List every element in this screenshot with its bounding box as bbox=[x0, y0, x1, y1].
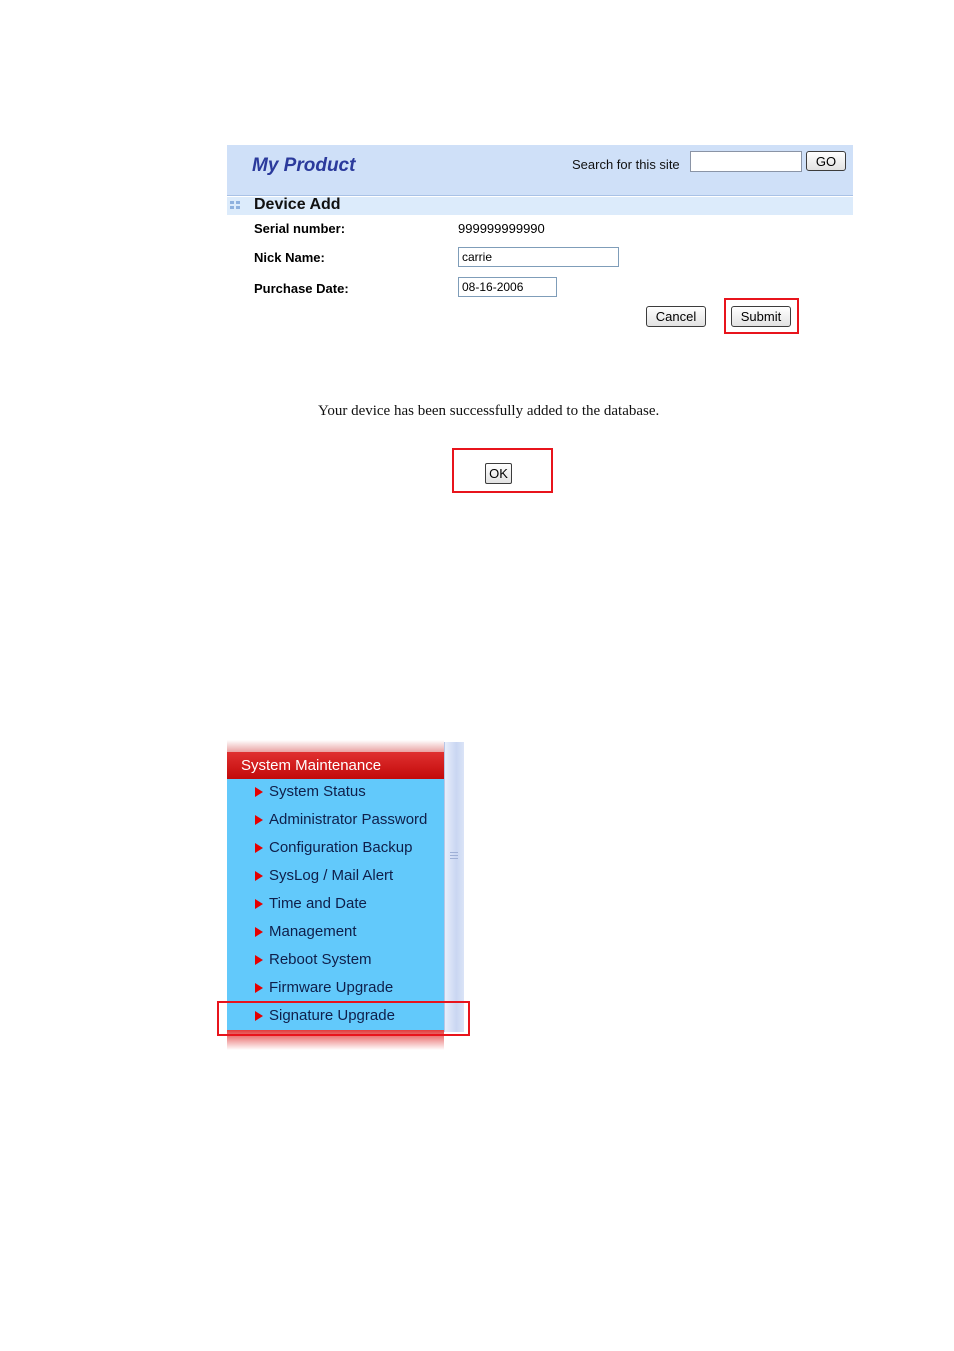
cancel-button[interactable]: Cancel bbox=[646, 306, 706, 327]
ok-button[interactable]: OK bbox=[485, 463, 512, 484]
triangle-right-icon bbox=[255, 815, 263, 825]
triangle-right-icon bbox=[255, 787, 263, 797]
menu-item-label: SysLog / Mail Alert bbox=[269, 867, 394, 884]
ok-highlight-box bbox=[452, 448, 553, 493]
device-add-panel bbox=[227, 145, 853, 340]
brand-title: My Product bbox=[252, 155, 356, 176]
nick-name-input[interactable] bbox=[458, 247, 619, 267]
triangle-right-icon bbox=[255, 983, 263, 993]
menu-item-configuration-backup[interactable] bbox=[227, 835, 444, 863]
triangle-right-icon bbox=[255, 955, 263, 965]
menu-item-reboot-system[interactable] bbox=[227, 947, 444, 975]
site-header bbox=[227, 145, 853, 196]
menu-top-edge bbox=[227, 740, 444, 752]
menu-scrollbar[interactable] bbox=[444, 742, 464, 1032]
menu-item-label: Configuration Backup bbox=[269, 839, 413, 856]
menu-item-label: Signature Upgrade bbox=[269, 1007, 395, 1024]
search-input[interactable] bbox=[690, 151, 802, 172]
submit-highlight-box bbox=[724, 298, 799, 334]
menu-body bbox=[227, 779, 444, 1030]
signature-upgrade-highlight-box bbox=[217, 1001, 470, 1036]
menu-item-label: Reboot System bbox=[269, 951, 372, 968]
menu-item-time-and-date[interactable] bbox=[227, 891, 444, 919]
grid-icon bbox=[230, 201, 241, 211]
success-message: Your device has been successfully added to the database. bbox=[318, 403, 660, 419]
menu-item-label: Administrator Password bbox=[269, 811, 428, 828]
section-bar bbox=[227, 197, 853, 215]
menu-header[interactable]: System Maintenance bbox=[227, 752, 444, 779]
triangle-right-icon bbox=[255, 927, 263, 937]
triangle-right-icon bbox=[255, 871, 263, 881]
triangle-right-icon bbox=[255, 899, 263, 909]
purchase-date-label: Purchase Date: bbox=[254, 281, 349, 296]
serial-number-value: 999999999990 bbox=[458, 221, 545, 236]
menu-item-label: Firmware Upgrade bbox=[269, 979, 394, 996]
menu-item-administrator-password[interactable] bbox=[227, 807, 444, 835]
triangle-right-icon bbox=[255, 843, 263, 853]
menu-item-label: Time and Date bbox=[269, 895, 367, 912]
menu-item-firmware-upgrade[interactable] bbox=[227, 975, 444, 1003]
nick-name-label: Nick Name: bbox=[254, 250, 325, 265]
menu-item-label: Management bbox=[269, 923, 357, 940]
menu-item-system-status[interactable] bbox=[227, 779, 444, 807]
go-button[interactable]: GO bbox=[806, 151, 846, 171]
purchase-date-input[interactable] bbox=[458, 277, 557, 297]
menu-item-management[interactable] bbox=[227, 919, 444, 947]
menu-item-syslog-mail-alert[interactable] bbox=[227, 863, 444, 891]
section-title: Device Add bbox=[254, 196, 341, 213]
scroll-grip-icon bbox=[450, 852, 458, 862]
menu-item-label: System Status bbox=[269, 783, 366, 800]
serial-number-label: Serial number: bbox=[254, 221, 346, 236]
search-label: Search for this site bbox=[572, 157, 680, 172]
submit-button[interactable]: Submit bbox=[731, 306, 791, 327]
